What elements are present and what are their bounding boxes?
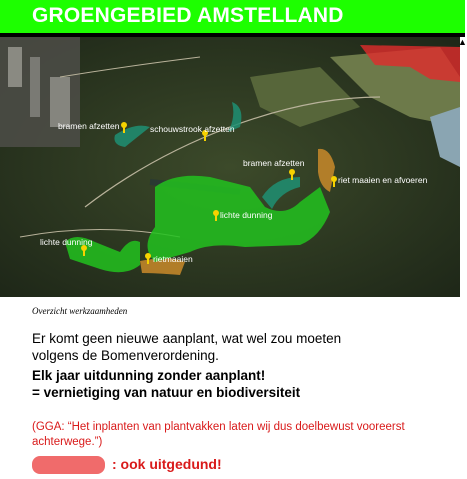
building (8, 47, 22, 87)
building (50, 77, 70, 127)
page-header (0, 0, 465, 33)
aerial-map (0, 37, 460, 297)
quote-line: achterwege.”) (32, 436, 103, 448)
map-label: schouwstrook afzetten (150, 124, 235, 134)
map-label: bramen afzetten (58, 121, 120, 131)
body-paragraph (32, 330, 452, 364)
building (30, 57, 40, 117)
page-title: GROENGEBIED AMSTELLAND (32, 4, 344, 27)
bold-statement (32, 367, 452, 401)
footer-statement: : ook uitgedund! (112, 456, 222, 472)
body-line: volgens de Bomenverordening. (32, 348, 219, 363)
bold-line: = vernietiging van natuur en biodiversiteit (32, 385, 301, 400)
map-label: rietmaaien (153, 254, 193, 264)
redacted-block (32, 456, 105, 474)
map-label: lichte dunning (40, 237, 93, 247)
bold-line: Elk jaar uitdunning zonder aanplant! (32, 368, 266, 383)
map-label: bramen afzetten (243, 158, 305, 168)
map-label: lichte dunning (220, 210, 273, 220)
scroll-edge (460, 37, 465, 297)
body-line: Er komt geen nieuwe aanplant, wat wel zou moeten (32, 331, 342, 346)
caret-icon: ▲ (458, 37, 467, 47)
quote-paragraph (32, 420, 452, 450)
image-caption: Overzicht werkzaamheden (32, 306, 128, 316)
quote-line: (GGA: “Het inplanten van plantvakken laten wij dus doelbewust vooreerst (32, 421, 405, 433)
map-label: riet maaien en afvoeren (338, 175, 428, 185)
